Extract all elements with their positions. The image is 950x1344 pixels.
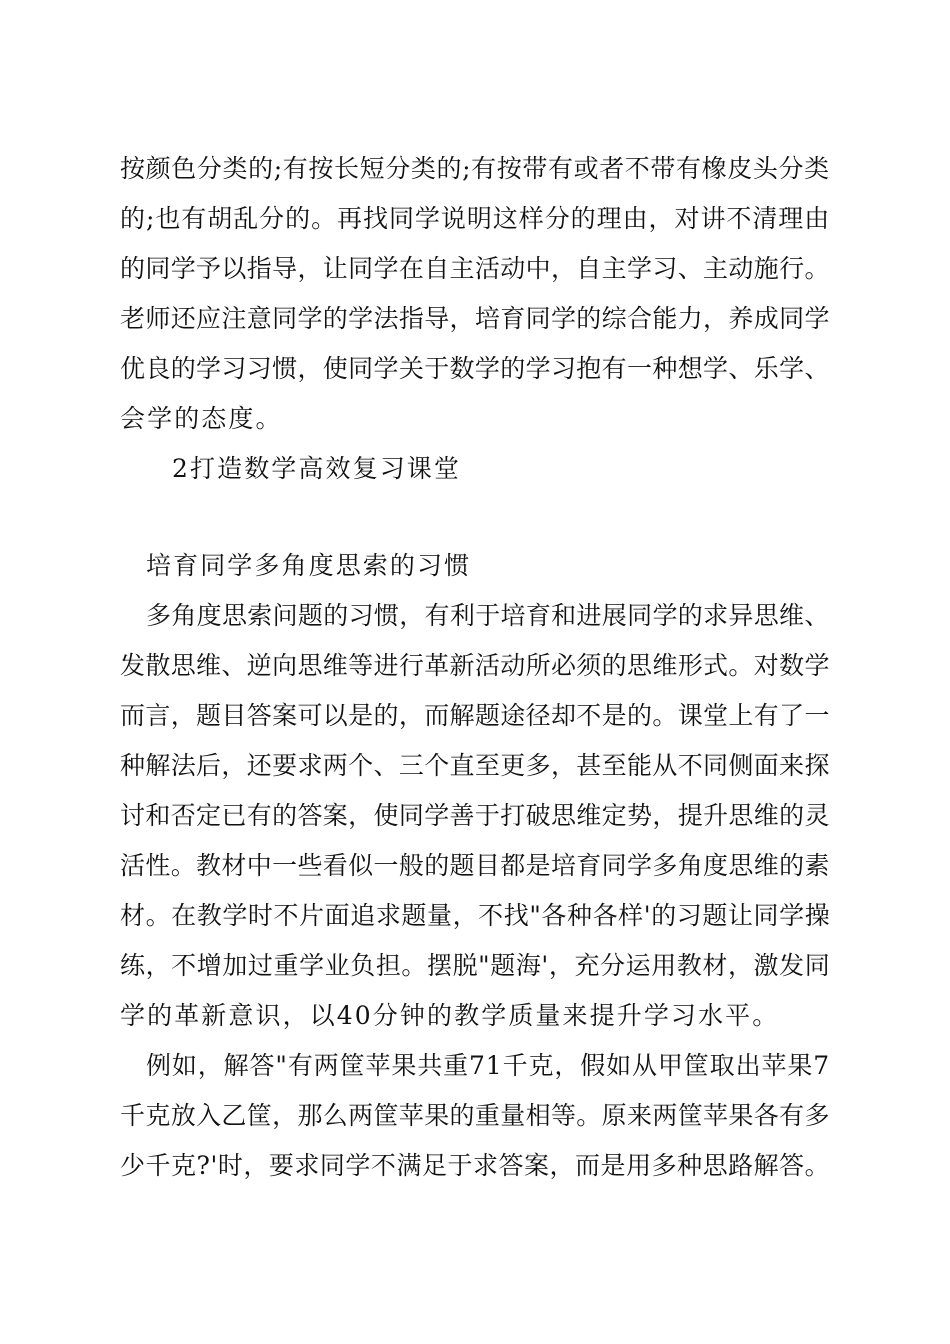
para1-line-5: 优良的学习习惯，使同学关于数学的学习抱有一种想学、乐学、	[120, 354, 830, 383]
para1-line-2: 的;也有胡乱分的。再找同学说明这样分的理由，对讲不清理由	[120, 204, 831, 233]
para1-line-1: 按颜色分类的;有按长短分类的;有按带有或者不带有橡皮头分类	[120, 154, 830, 183]
para1-line-4: 老师还应注意同学的学法指导，培育同学的综合能力，养成同学	[120, 304, 830, 333]
para3-line-3: 少千克?'时，要求同学不满足于求答案，而是用多种思路解答。	[120, 1151, 831, 1180]
para2-line-2: 发散思维、逆向思维等进行革新活动所必须的思维形式。对数学	[120, 651, 830, 680]
subheading: 培育同学多角度思索的习惯	[146, 551, 472, 580]
para1-line-3: 的同学予以指导，让同学在自主活动中，自主学习、主动施行。	[120, 254, 830, 283]
para3-line-1: 例如，解答"有两筐苹果共重71千克，假如从甲筐取出苹果7	[146, 1051, 831, 1080]
para2-line-9: 学的革新意识，以40分钟的教学质量来提升学习水平。	[120, 1001, 780, 1030]
para2-line-5: 讨和否定已有的答案，使同学善于打破思维定势，提升思维的灵	[120, 801, 830, 830]
para2-line-6: 活性。教材中一些看似一般的题目都是培育同学多角度思维的素	[120, 851, 830, 880]
para2-line-8: 练，不增加过重学业负担。摆脱"题海'，充分运用教材，激发同	[120, 951, 831, 980]
para1-line-6: 会学的态度。	[120, 404, 283, 433]
para2-line-1: 多角度思索问题的习惯，有利于培育和进展同学的求异思维、	[146, 601, 830, 630]
para2-line-4: 种解法后，还要求两个、三个直至更多，甚至能从不同侧面来探	[120, 751, 830, 780]
para2-line-3: 而言，题目答案可以是的，而解题途径却不是的。课堂上有了一	[120, 701, 830, 730]
section-heading: 2打造数学高效复习课堂	[172, 454, 462, 483]
para3-line-2: 千克放入乙筐，那么两筐苹果的重量相等。原来两筐苹果各有多	[120, 1101, 830, 1130]
para2-line-7: 材。在教学时不片面追求题量，不找"各种各样'的习题让同学操	[120, 901, 831, 930]
